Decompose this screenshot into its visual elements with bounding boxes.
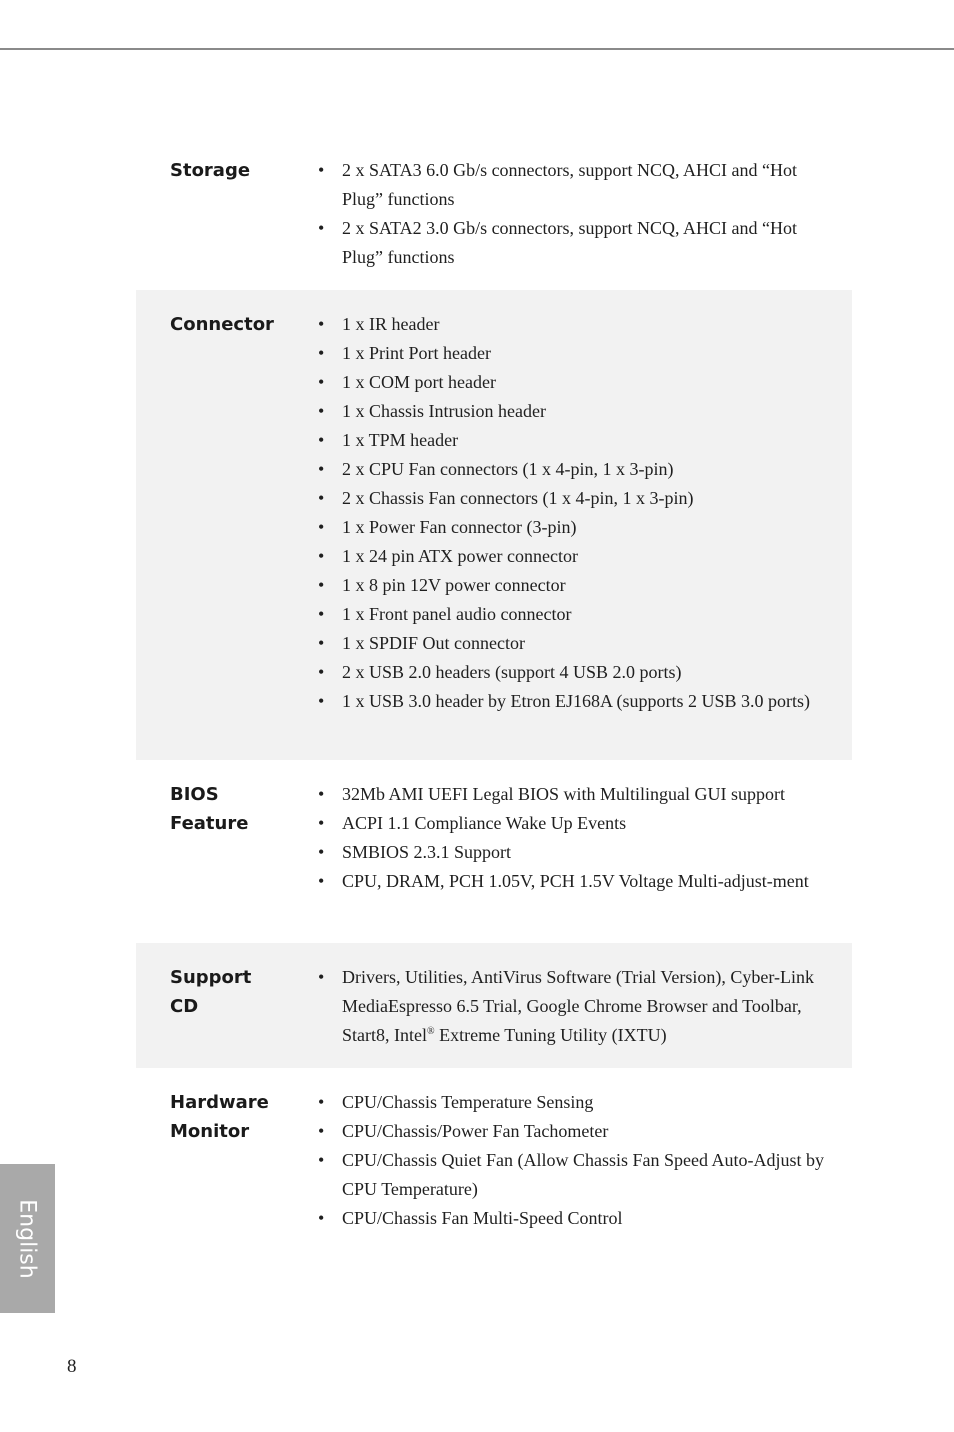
list-item: • 1 x TPM header	[306, 426, 826, 455]
list-item: • 1 x 8 pin 12V power connector	[306, 571, 826, 600]
label-line: Monitor	[170, 1121, 250, 1142]
item-text: Drivers, Utilities, AntiVirus Software (Trial Version), Cyber-Link MediaEspresso 6.5 Trial, Google Chrome Browser and Toolbar, Start8, Intel	[342, 967, 815, 1045]
spec-list-connector	[306, 310, 826, 760]
spec-list-bios-feature	[306, 780, 826, 943]
header-rule	[0, 48, 954, 50]
list-item: • CPU/Chassis Quiet Fan (Allow Chassis Fan Speed Auto-Adjust by CPU Temperature)	[306, 1146, 826, 1204]
list-item: • 2 x Chassis Fan connectors (1 x 4-pin, 1 x 3-pin)	[306, 484, 826, 513]
language-tab	[0, 1164, 55, 1313]
list-item	[306, 963, 826, 1050]
label-line: BIOS	[170, 784, 219, 805]
list-item: • 1 x USB 3.0 header by Etron EJ168A (supports 2 USB 3.0 ports)	[306, 687, 826, 716]
registered-mark: ®	[426, 1026, 435, 1037]
item-text: Extreme Tuning Utility (IXTU)	[434, 1025, 667, 1045]
list-item: • 2 x USB 2.0 headers (support 4 USB 2.0 ports)	[306, 658, 826, 687]
spec-list-hardware-monitor	[306, 1088, 826, 1248]
list-item: • SMBIOS 2.3.1 Support	[306, 838, 826, 867]
page-number: 8	[67, 1356, 77, 1377]
language-tab-label: English	[14, 1199, 40, 1279]
list-item: • 1 x Front panel audio connector	[306, 600, 826, 629]
list-item: • 1 x SPDIF Out connector	[306, 629, 826, 658]
list-item: • 2 x SATA3 6.0 Gb/s connectors, support NCQ, AHCI and “Hot Plug” functions	[306, 156, 826, 214]
spec-table	[136, 140, 852, 1248]
spec-label-bios-feature	[136, 780, 306, 943]
label-line: Connector	[170, 314, 274, 335]
list-item: • 1 x 24 pin ATX power connector	[306, 542, 826, 571]
spec-label-support-cd	[136, 963, 306, 1068]
spec-label-storage	[136, 156, 306, 290]
spec-label-connector	[136, 310, 306, 760]
list-item: • 1 x Chassis Intrusion header	[306, 397, 826, 426]
spec-row-support-cd	[136, 943, 852, 1068]
list-item: • 1 x Power Fan connector (3-pin)	[306, 513, 826, 542]
label-line: Feature	[170, 813, 249, 834]
list-item: • CPU/Chassis/Power Fan Tachometer	[306, 1117, 826, 1146]
list-item: • CPU/Chassis Fan Multi-Speed Control	[306, 1204, 826, 1233]
spec-row-bios-feature	[136, 760, 852, 943]
spec-list-storage	[306, 156, 826, 290]
list-item: • CPU/Chassis Temperature Sensing	[306, 1088, 826, 1117]
list-item: • ACPI 1.1 Compliance Wake Up Events	[306, 809, 826, 838]
list-item: • 32Mb AMI UEFI Legal BIOS with Multilingual GUI support	[306, 780, 826, 809]
list-item: • 1 x IR header	[306, 310, 826, 339]
list-item: • 2 x SATA2 3.0 Gb/s connectors, support NCQ, AHCI and “Hot Plug” functions	[306, 214, 826, 272]
list-item: • 1 x Print Port header	[306, 339, 826, 368]
spec-label-hardware-monitor	[136, 1088, 306, 1248]
label-line: Support	[170, 967, 252, 988]
spec-row-hardware-monitor	[136, 1068, 852, 1248]
label-line: Hardware	[170, 1092, 269, 1113]
label-line: CD	[170, 996, 199, 1017]
label-line: Storage	[170, 160, 251, 181]
list-item: • 2 x CPU Fan connectors (1 x 4-pin, 1 x 3-pin)	[306, 455, 826, 484]
list-item: • 1 x COM port header	[306, 368, 826, 397]
spec-row-storage	[136, 140, 852, 290]
spec-row-connector	[136, 290, 852, 760]
spec-list-support-cd	[306, 963, 826, 1068]
list-item: • CPU, DRAM, PCH 1.05V, PCH 1.5V Voltage Multi-adjust-ment	[306, 867, 826, 896]
